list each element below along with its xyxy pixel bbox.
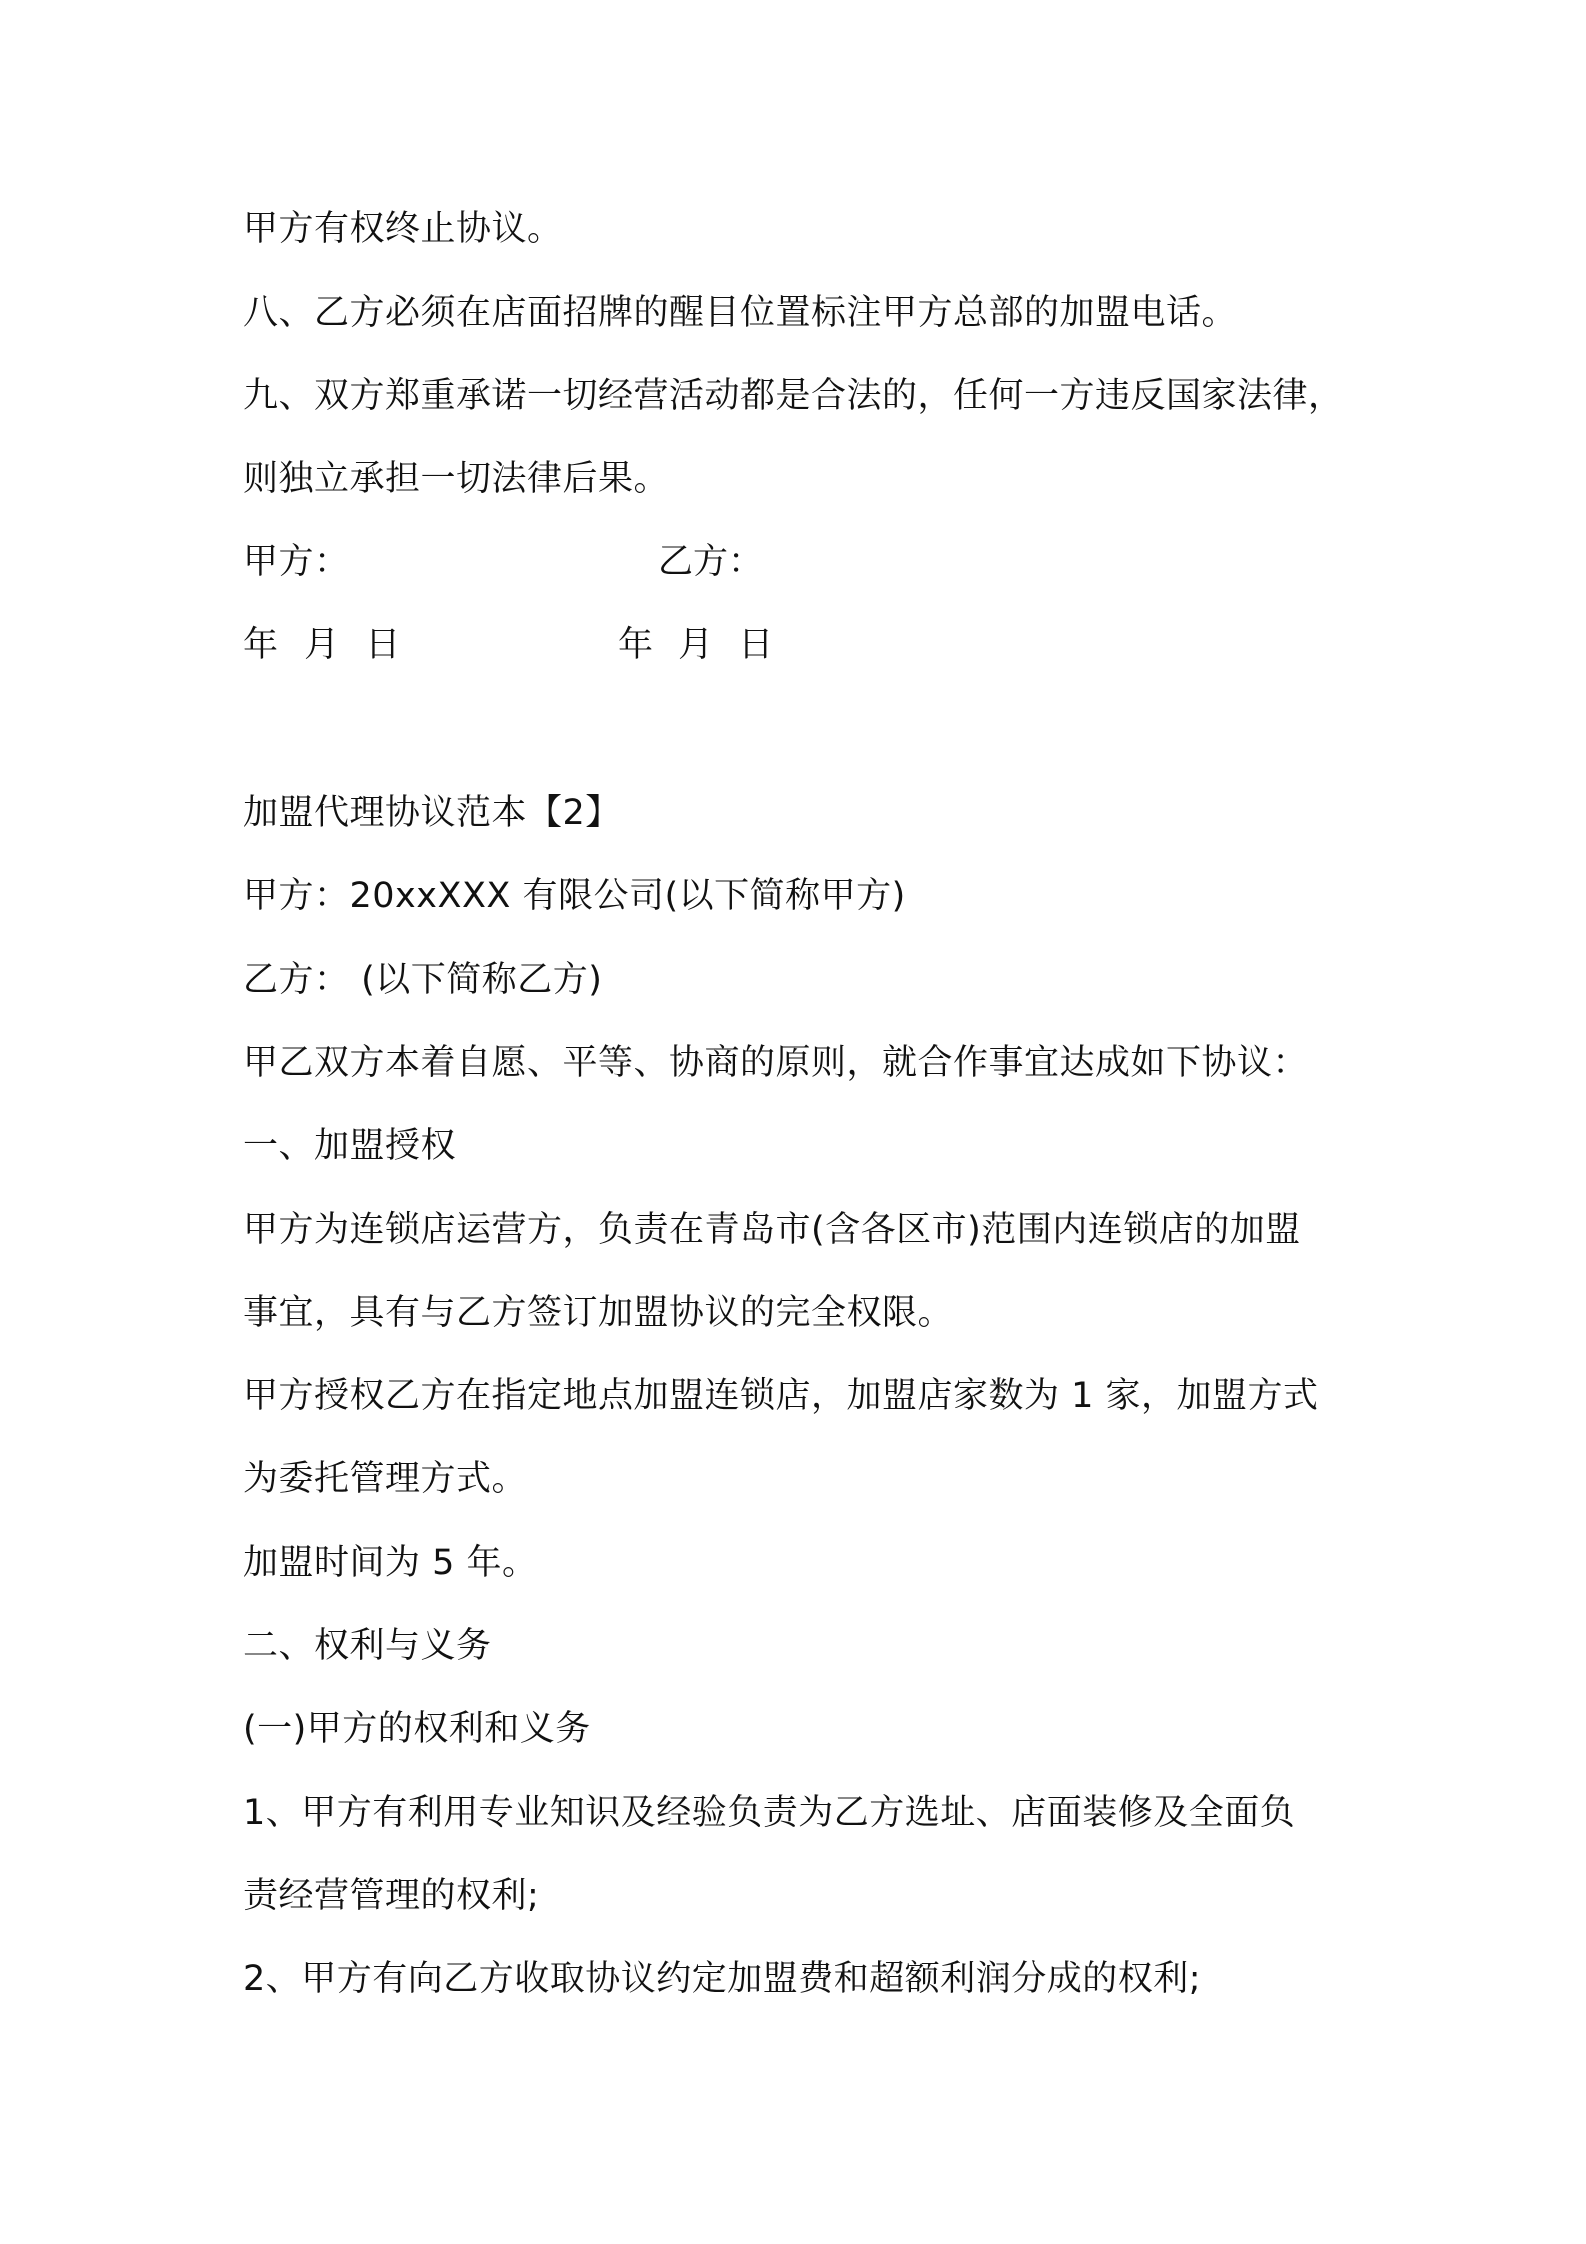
clause-9-continued: 则独立承担一切法律后果。 [243,459,670,499]
paragraph-line: 为委托管理方式。 [243,1459,528,1499]
list-item: 2、甲方有向乙方收取协议约定加盟费和超额利润分成的权利; [243,1959,1202,1999]
clause-9: 九、双方郑重承诺一切经营活动都是合法的，任何一方违反国家法律， [243,376,1344,416]
party-b-signature-label: 乙方： [658,542,764,582]
paragraph-line: 甲方有权终止协议。 [243,209,563,249]
list-item-continued: 责经营管理的权利; [243,1876,540,1916]
clause-8: 八、乙方必须在店面招牌的醒目位置标注甲方总部的加盟电话。 [243,293,1238,333]
paragraph-line: 事宜，具有与乙方签订加盟协议的完全权限。 [243,1293,954,1333]
paragraph-line: 加盟时间为 5 年。 [243,1543,538,1583]
party-b-line: 乙方： (以下简称乙方) [243,960,603,1000]
party-a-date: 年 月 日 [243,625,401,665]
subheading-party-a: (一)甲方的权利和义务 [243,1709,591,1749]
paragraph-line: 甲方授权乙方在指定地点加盟连锁店，加盟店家数为 1 家，加盟方式 [243,1376,1319,1416]
list-item: 1、甲方有利用专业知识及经验负责为乙方选址、店面装修及全面负 [243,1793,1296,1833]
preamble: 甲乙双方本着自愿、平等、协商的原则，就合作事宜达成如下协议： [243,1043,1309,1083]
heading-rights-obligations: 二、权利与义务 [243,1626,492,1666]
heading-authorization: 一、加盟授权 [243,1126,457,1166]
party-a-line: 甲方：20xxXXX 有限公司(以下简称甲方) [243,876,906,916]
paragraph-line: 甲方为连锁店运营方，负责在青岛市(含各区市)范围内连锁店的加盟 [243,1210,1301,1250]
party-a-signature-label: 甲方： [243,542,350,582]
section-title: 加盟代理协议范本【2】 [243,793,621,833]
party-b-date: 年 月 日 [618,625,774,665]
